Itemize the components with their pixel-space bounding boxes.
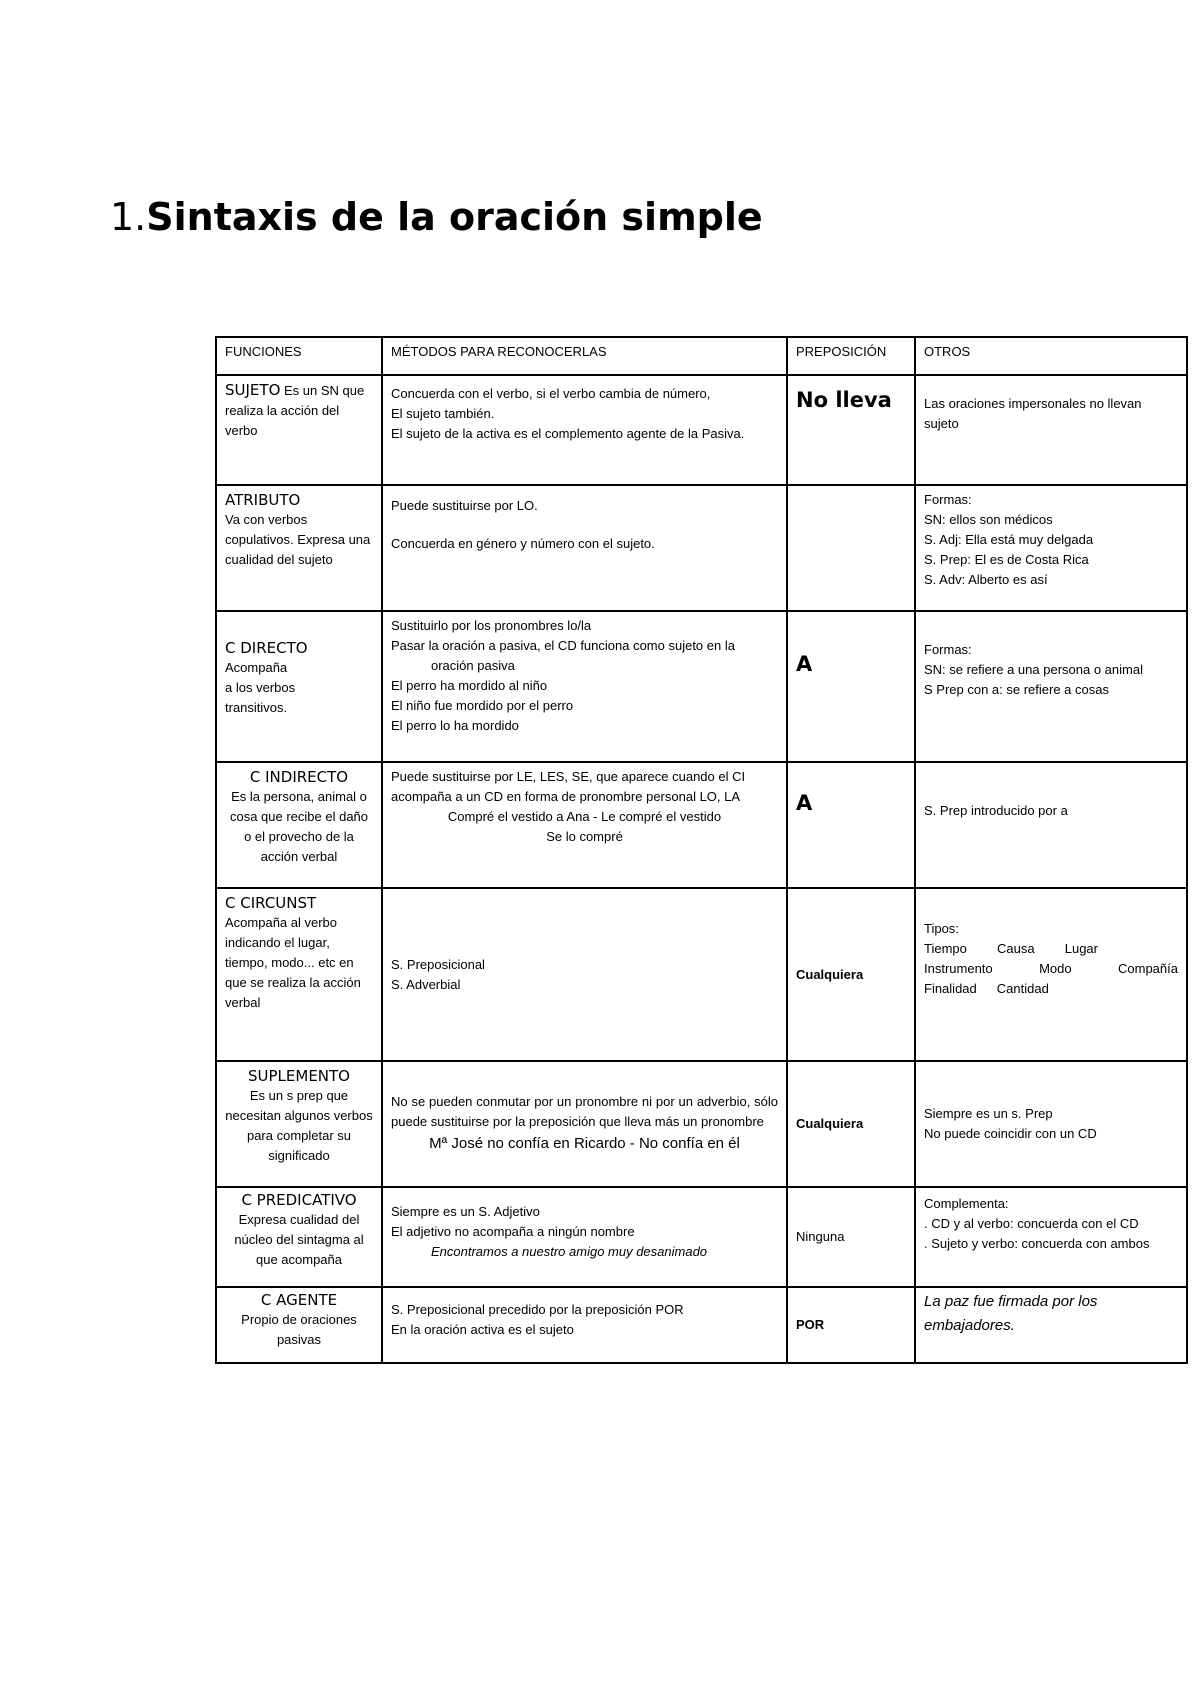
otros-line: . Sujeto y verbo: concuerda con ambos xyxy=(924,1236,1150,1251)
otros-line: SN: ellos son médicos xyxy=(924,512,1053,527)
method-line: S. Preposicional xyxy=(391,956,485,972)
method-line: Puede sustituirse por LE, LES, SE, que aparece cuando el CI acompaña a un CD en forma de pronombre personal LO, LA xyxy=(391,769,746,804)
otros-line: Formas: xyxy=(924,642,972,657)
method-line: Mª José no confía en Ricardo - No confía en él xyxy=(429,1135,740,1152)
function-description-line: Acompaña xyxy=(225,660,288,675)
method-line: Sustituirlo por los pronombres lo/la xyxy=(391,618,592,633)
function-cell xyxy=(216,611,382,762)
otros-text: La paz fue firmada por los embajadores. xyxy=(924,1293,1098,1334)
header-preposicion xyxy=(787,337,915,375)
methods-cell xyxy=(382,888,787,1061)
type-item: Finalidad xyxy=(924,981,977,996)
otros-line: S. Adj: Ella está muy delgada xyxy=(924,532,1094,547)
otros-line: Formas: xyxy=(924,492,972,507)
function-description: Acompaña al verbo indicando el lugar, tiempo, modo... etc en que se realiza la acción verbal xyxy=(225,915,361,1010)
syntax-table xyxy=(215,336,1188,1364)
otros-type-row xyxy=(924,959,1178,979)
otros-line: No puede coincidir con un CD xyxy=(924,1126,1097,1141)
otros-line: SN: se refiere a una persona o animal xyxy=(924,662,1143,677)
method-line: Concuerda en género y número con el sujeto. xyxy=(391,536,655,551)
header-preposicion-label: PREPOSICIÓN xyxy=(796,344,887,359)
header-funciones: FUNCIONES xyxy=(216,337,382,375)
otros-cell xyxy=(915,762,1187,888)
preposition-cell xyxy=(787,762,915,888)
otros-type-row xyxy=(924,979,1178,999)
table-row xyxy=(216,1287,1187,1363)
preposition-cell xyxy=(787,1061,915,1187)
otros-cell xyxy=(915,888,1187,1061)
table-row xyxy=(216,888,1187,1061)
preposition-cell xyxy=(787,1287,915,1363)
method-line: El adjetivo no acompaña a ningún nombre xyxy=(391,1224,635,1239)
otros-text: Las oraciones impersonales no llevan sujeto xyxy=(924,396,1142,431)
otros-line: . CD y al verbo: concuerda con el CD xyxy=(924,1216,1139,1231)
preposition-value: Ninguna xyxy=(796,1229,845,1244)
page-title xyxy=(110,195,763,239)
function-name: C INDIRECTO xyxy=(249,768,349,786)
title-text: Sintaxis de la oración simple xyxy=(146,195,763,239)
method-line: El sujeto de la activa es el complemento agente de la Pasiva. xyxy=(391,426,745,441)
method-line: No se pueden conmutar por un pronombre ni por un adverbio, sólo puede sustituirse por la preposición que lleva más un pronombre xyxy=(391,1094,778,1129)
function-cell xyxy=(216,1287,382,1363)
method-line: Se lo compré xyxy=(546,829,623,844)
otros-line: S. Prep: El es de Costa Rica xyxy=(924,552,1089,567)
function-cell xyxy=(216,888,382,1061)
methods-cell xyxy=(382,485,787,611)
otros-cell xyxy=(915,1187,1187,1287)
preposition-value: No lleva xyxy=(796,388,892,412)
method-line: Compré el vestido a Ana - Le compré el vestido xyxy=(447,809,722,824)
type-item: Instrumento xyxy=(924,961,993,976)
preposition-cell xyxy=(787,485,915,611)
method-line: Puede sustituirse por LO. xyxy=(391,498,538,513)
table-row xyxy=(216,1187,1187,1287)
function-cell xyxy=(216,485,382,611)
function-description: Es un SN que realiza la acción del verbo xyxy=(225,383,365,438)
table-row xyxy=(216,375,1187,485)
type-item: Modo xyxy=(1039,961,1072,976)
type-item: Tiempo xyxy=(924,941,967,956)
preposition-value: Cualquiera xyxy=(796,966,864,982)
preposition-cell xyxy=(787,611,915,762)
function-description: Propio de oraciones pasivas xyxy=(241,1312,357,1347)
function-name: C CIRCUNST xyxy=(225,894,317,912)
preposition-value: A xyxy=(796,791,813,815)
type-item: Lugar xyxy=(1064,941,1098,956)
otros-text: S. Prep introducido por a xyxy=(924,803,1068,818)
function-description: Va con verbos copulativos. Expresa una cualidad del sujeto xyxy=(225,512,371,567)
methods-cell xyxy=(382,375,787,485)
otros-cell xyxy=(915,485,1187,611)
preposition-cell xyxy=(787,888,915,1061)
method-line: Siempre es un S. Adjetivo xyxy=(391,1204,540,1219)
method-line: El sujeto también. xyxy=(391,406,495,421)
function-description-line: a los verbos xyxy=(225,680,296,695)
function-cell xyxy=(216,762,382,888)
methods-cell xyxy=(382,1061,787,1187)
method-line: S. Preposicional precedido por la preposición POR xyxy=(391,1302,684,1317)
method-line: En la oración activa es el sujeto xyxy=(391,1322,574,1337)
table-row xyxy=(216,762,1187,888)
methods-cell xyxy=(382,1287,787,1363)
methods-cell xyxy=(382,762,787,888)
function-name: C DIRECTO xyxy=(225,639,308,657)
type-item: Compañía xyxy=(1118,961,1178,976)
table-row xyxy=(216,1061,1187,1187)
preposition-value: A xyxy=(796,652,813,676)
method-line: Encontramos a nuestro amigo muy desanimado xyxy=(431,1244,708,1259)
preposition-cell xyxy=(787,1187,915,1287)
otros-cell xyxy=(915,375,1187,485)
method-line: El perro lo ha mordido xyxy=(391,718,519,733)
function-description: Es la persona, animal o cosa que recibe el daño o el provecho de la acción verbal xyxy=(229,789,369,864)
preposition-cell xyxy=(787,375,915,485)
header-metodos: MÉTODOS PARA RECONOCERLAS xyxy=(382,337,787,375)
otros-type-row xyxy=(924,939,1178,959)
function-description-line: transitivos. xyxy=(225,700,288,715)
function-description: Es un s prep que necesitan algunos verbos para completar su significado xyxy=(225,1088,373,1163)
function-name: C AGENTE xyxy=(260,1291,338,1309)
method-line: S. Adverbial xyxy=(391,976,461,992)
function-name: SUPLEMENTO xyxy=(248,1067,350,1085)
otros-line: S. Adv: Alberto es así xyxy=(924,572,1048,587)
function-cell xyxy=(216,1187,382,1287)
method-line: El niño fue mordido por el perro xyxy=(391,698,574,713)
function-name: ATRIBUTO xyxy=(225,491,301,509)
function-cell xyxy=(216,375,382,485)
type-item: Cantidad xyxy=(996,981,1049,996)
header-otros: OTROS xyxy=(915,337,1187,375)
table-header-row xyxy=(216,337,1187,375)
preposition-value: Cualquiera xyxy=(796,1116,864,1131)
otros-cell xyxy=(915,1287,1187,1363)
title-number: 1. xyxy=(110,195,147,239)
function-description: Expresa cualidad del núcleo del sintagma al que acompaña xyxy=(234,1212,364,1267)
table-row xyxy=(216,485,1187,611)
function-name: SUJETO xyxy=(225,381,281,399)
method-line: Concuerda con el verbo, si el verbo cambia de número, xyxy=(391,386,711,401)
preposition-value: POR xyxy=(796,1317,825,1332)
otros-cell xyxy=(915,611,1187,762)
table-row xyxy=(216,611,1187,762)
method-line: Pasar la oración a pasiva, el CD funciona como sujeto en la xyxy=(391,638,735,653)
otros-line: Siempre es un s. Prep xyxy=(924,1106,1053,1121)
function-cell xyxy=(216,1061,382,1187)
otros-title: Tipos: xyxy=(924,921,959,936)
otros-line: Complementa: xyxy=(924,1196,1009,1211)
methods-cell xyxy=(382,611,787,762)
function-name: C PREDICATIVO xyxy=(241,1191,357,1209)
method-line: El perro ha mordido al niño xyxy=(391,678,548,693)
type-item: Causa xyxy=(997,941,1035,956)
method-line: oración pasiva xyxy=(431,658,515,673)
otros-line: S Prep con a: se refiere a cosas xyxy=(924,682,1109,697)
otros-cell xyxy=(915,1061,1187,1187)
methods-cell xyxy=(382,1187,787,1287)
